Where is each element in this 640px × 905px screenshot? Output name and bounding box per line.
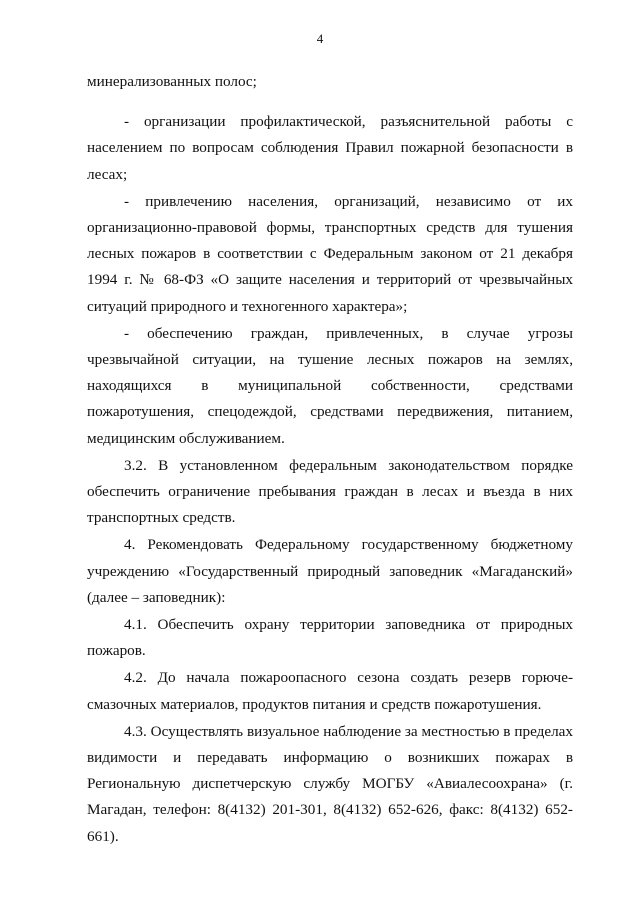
paragraph-list-item: - обеспечению граждан, привлеченных, в случае угрозы чрезвычайной ситуации, на тушение лесных пожаров на землях, находящихся в муниципальной собственности, средствами пожаротушения, спецодеждой, средствами передвижения, питанием, медицинским обслуживанием. (87, 324, 573, 447)
paragraph-clause: 4.1. Обеспечить охрану территории заповедника от природных пожаров. (87, 616, 573, 660)
paragraph-clause: 4.2. До начала пожароопасного сезона создать резерв горюче-смазочных материалов, продуктов питания и средств пожаротушения. (87, 669, 573, 713)
paragraph-clause: 4.3. Осуществлять визуальное наблюдение за местностью в пределах видимости и передавать информацию о возникших пожарах в Региональную диспетчерскую службу МОГБУ «Авиалесоохрана» (г. Магадан, телефон: 8(4132) 201-301, 8(4132) 652-626, факс: 8(4132) 652-661). (87, 722, 573, 845)
page-number: 4 (316, 31, 324, 46)
paragraph-continuation: минерализованных полос; (87, 73, 257, 90)
paragraph-clause: 3.2. В установленном федеральным законодательством порядке обеспечить ограничение пребывания граждан в лесах и въезда в них транспортных средств. (87, 456, 573, 527)
paragraph-list-item: - привлечению населения, организаций, независимо от их организационно-правовой формы, транспортных средств для тушения лесных пожаров в соответствии с Федеральным законом от 21 декабря 1994 г. № 68-ФЗ «О защите населения и территорий от чрезвычайных ситуаций природного и техногенного характера»; (87, 192, 573, 315)
paragraph-list-item: - организации профилактической, разъяснительной работы с населением по вопросам соблюдения Правил пожарной безопасности в лесах; (87, 113, 573, 183)
paragraph-clause: 4. Рекомендовать Федеральному государственному бюджетному учреждению «Государственный природный заповедник «Магаданский» (далее – заповедник): (87, 536, 573, 606)
document-body (87, 69, 573, 850)
